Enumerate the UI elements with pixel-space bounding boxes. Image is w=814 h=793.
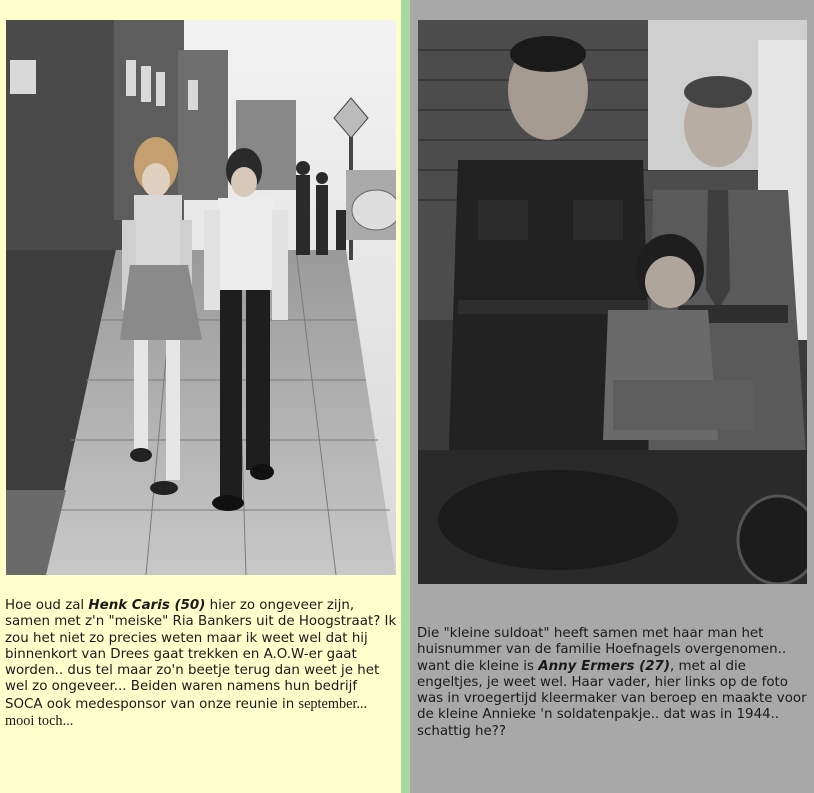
caption-left-text-2: hier zo ongeveer zijn, samen met z'n "meiske" Ria Bankers uit de Hoogstraat? Ik zou het niet zo precies weten maar ik weet wel dat hij binnenkort van Drees gaat trekken en A.O.W-er gaat worden.. dus tel maar zo'n beetje terug dan weet je het wel zo ongeveer... Beiden waren namens hun bedrijf SOCA ook medesponsor van onze reunie in [5, 598, 397, 712]
caption-right-text-1: Die "kleine suldoat" heeft samen met haar man het huisnummer van de familie Hoefnagels overgenomen.. want die kleine is [417, 626, 787, 674]
soldiers-photo [418, 20, 807, 584]
caption-henk-caris [5, 598, 397, 730]
person-name-anny-ermers: Anny Ermers (27) [538, 658, 670, 674]
panel-divider [401, 0, 410, 793]
soldiers-photo-image [418, 20, 807, 584]
person-name-henk-caris: Henk Caris (50) [88, 598, 206, 613]
left-panel [0, 0, 401, 793]
couple-photo [6, 20, 396, 575]
right-panel [410, 0, 814, 793]
caption-anny-ermers [417, 626, 811, 740]
caption-right-text-2: , met al die engeltjes, je weet wel. Haar vader, hier links op de foto was in vroegertijd kleermaker van beroep en maakte voor de kleine Annieke 'n soldatenpakje.. dat was in 1944.. schattig he?? [417, 658, 807, 739]
caption-left-text-3: september... mooi toch... [5, 695, 368, 730]
couple-photo-image [6, 20, 396, 575]
caption-left-text-1: Hoe oud zal [5, 598, 89, 613]
